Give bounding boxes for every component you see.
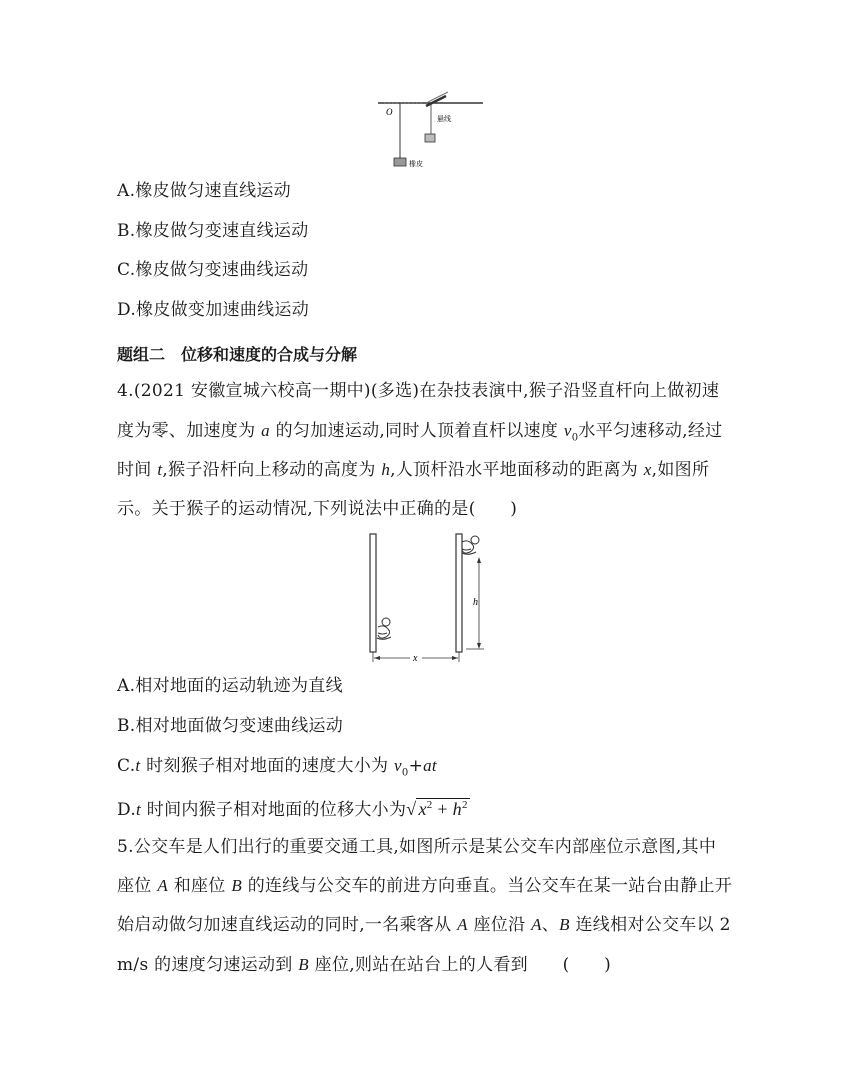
q5-line-2: 座位 A 和座位 B 的连线与公交车的前进方向垂直。当公交车在某一站台由静止开 xyxy=(117,876,733,896)
q4-line-4: 示。关于猴子的运动情况,下列说法中正确的是( ) xyxy=(117,499,518,519)
monkey-bottom-icon xyxy=(377,618,391,639)
q5-line-3: 始启动做匀加速直线运动的同时,一名乘客从 A 座位沿 A、B 连线相对公交车以 2 xyxy=(117,915,731,935)
q4-line-1: 4.(2021 安徽宣城六校高一期中)(多选)在杂技表演中,猴子沿竖直杆向上做初速 xyxy=(117,381,720,401)
q4-option-b: B.相对地面做匀变速曲线运动 xyxy=(117,716,344,736)
q4-line-3: 时间 t,猴子沿杆向上移动的高度为 h,人顶杆沿水平地面移动的距离为 x,如图所 xyxy=(117,460,710,480)
fig1-label-eraser: 橡皮 xyxy=(409,160,423,168)
fig2-label-h: h xyxy=(473,597,478,608)
sqrt-symbol: √ xyxy=(406,799,417,819)
monkey-top-icon xyxy=(462,536,479,554)
q3-option-b: B.橡皮做匀变速直线运动 xyxy=(117,221,309,241)
q4-line-2: 度为零、加速度为 a 的匀加速运动,同时人顶着直杆以速度 $v_0$水平匀速移动,经过 xyxy=(117,421,723,444)
fig1-label-o: O xyxy=(386,107,393,117)
figure-monkey-pole xyxy=(366,530,496,665)
q3-option-c: C.橡皮做匀变速曲线运动 xyxy=(117,260,309,280)
q5-line-1: 5.公交车是人们出行的重要交通工具,如图所示是某公交车内部座位示意图,其中 xyxy=(117,837,717,857)
sqrt-expression: √ $x^2 + h^2$ xyxy=(406,799,468,819)
fig2-label-x: x xyxy=(413,653,418,664)
figure-ruler-eraser xyxy=(370,88,500,172)
q4-option-c: C.t 时刻猴子相对地面的速度大小为 $v_0+at$ xyxy=(117,756,437,779)
section-heading: 题组二 位移和速度的合成与分解 xyxy=(117,345,358,364)
fig1-label-string: 悬线 xyxy=(437,115,451,123)
q3-option-a: A.橡皮做匀速直线运动 xyxy=(117,181,291,201)
q3-option-d: D.橡皮做变加速曲线运动 xyxy=(117,300,310,320)
q4-option-d: D.t 时间内猴子相对地面的位移大小为√ $x^2 + h^2$ xyxy=(117,793,470,822)
q5-line-4: m/s 的速度匀速运动到 B 座位,则站在站台上的人看到 ( ) xyxy=(117,955,612,975)
q4-option-a: A.相对地面的运动轨迹为直线 xyxy=(117,676,343,696)
